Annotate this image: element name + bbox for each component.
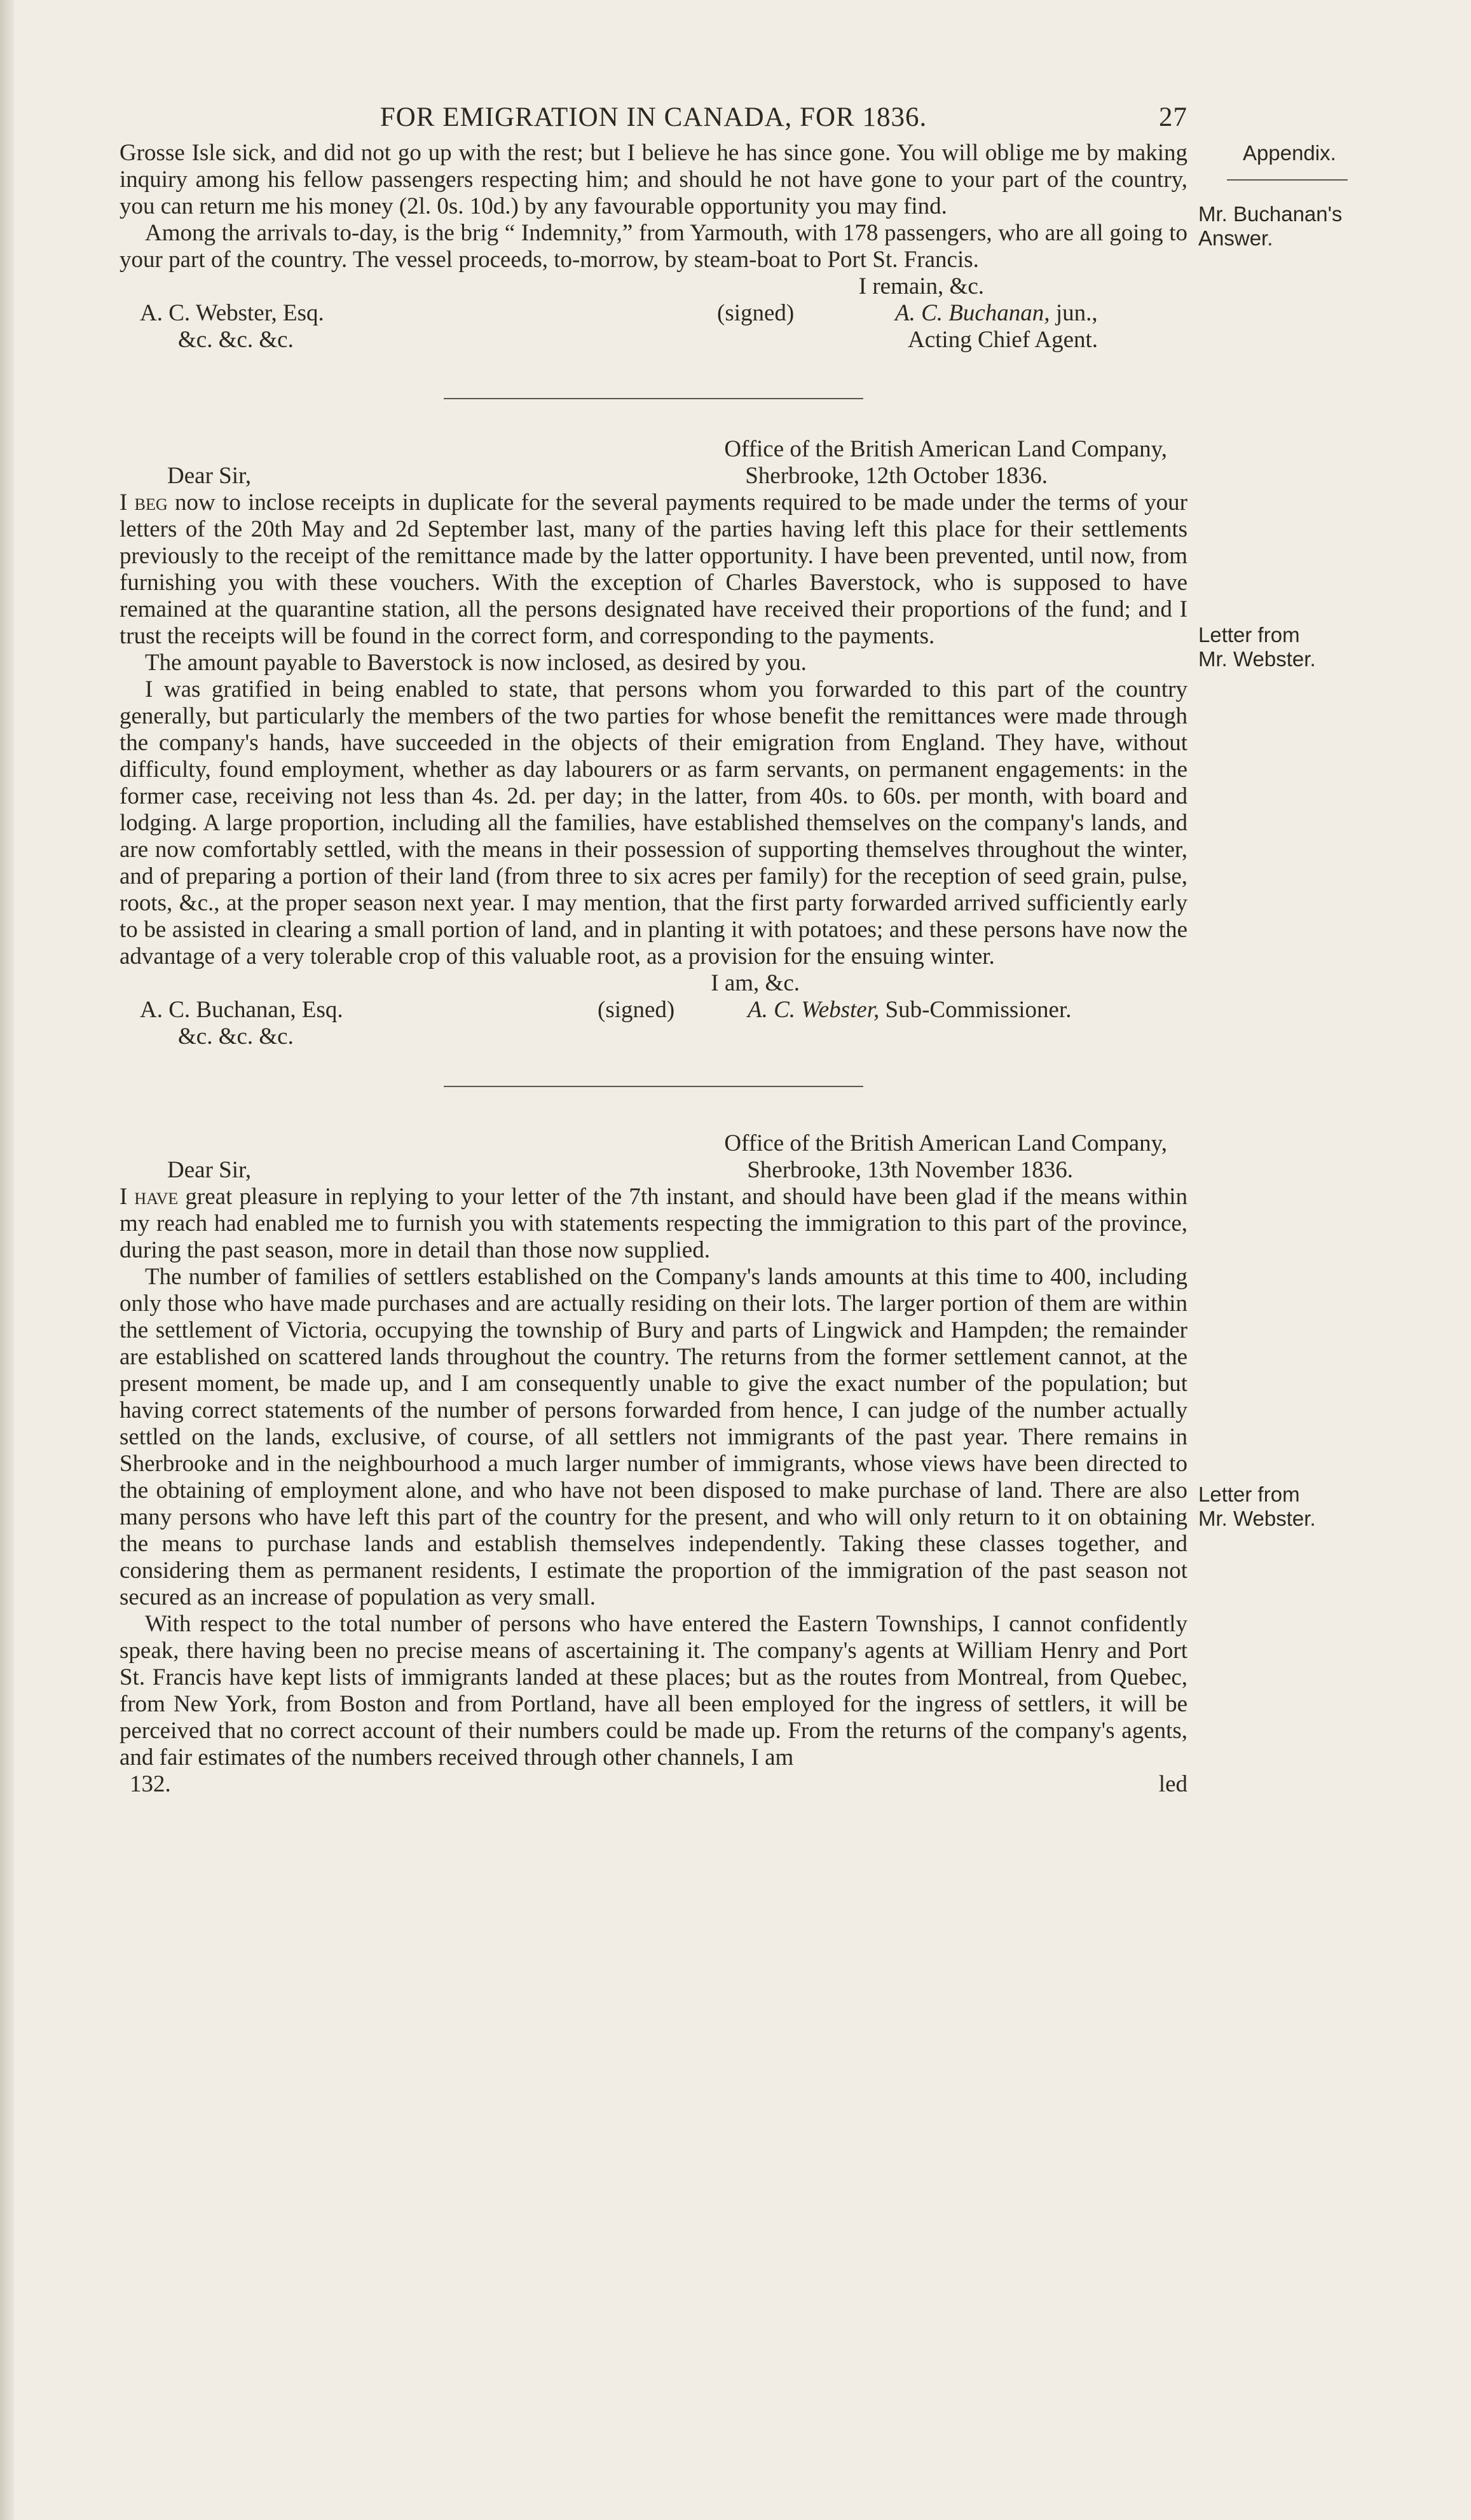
margin-note-line: Letter from xyxy=(1198,623,1300,647)
signatory-role: Sub-Commissioner. xyxy=(879,997,1072,1023)
margin-note-line: Answer. xyxy=(1198,226,1273,250)
letter-webster-november xyxy=(120,1130,1187,1798)
paragraph: Grosse Isle sick, and did not go up with the rest; but I believe he has since gone. You will oblige me by making inquiry among his fellow passengers respecting him; and should he not have gone to your part of the country, you can return me his money (2l. 0s. 10d.) by any favourable opportunity you may find. xyxy=(120,140,1187,219)
addressee-etc: &c. &c. &c. xyxy=(178,1024,294,1050)
signatory-suffix: jun., xyxy=(1050,300,1098,326)
margin-note-line: Mr. Webster. xyxy=(1198,1507,1316,1530)
salutation: Dear Sir, xyxy=(167,463,252,489)
signature-block xyxy=(120,997,1187,1050)
letter-closing: I remain, &c. xyxy=(858,273,984,299)
page-number: 27 xyxy=(1159,102,1187,132)
paragraph-lead: I have xyxy=(120,1184,179,1210)
margin-rule xyxy=(1227,179,1348,181)
letter-closing: I am, &c. xyxy=(711,970,800,996)
signatory xyxy=(748,997,1071,1024)
signature-mark: 132. xyxy=(130,1771,171,1797)
running-title: FOR EMIGRATION IN CANADA, FOR 1836. xyxy=(380,102,927,132)
paragraph: I was gratified in being enabled to state, that persons whom you forwarded to this part of the country generally, but particularly the members of the two parties for whose benefit the remittances were made through the company's hands, have succeeded in the objects of their emigration from England. They have, without difficulty, found employment, whether as day labourers or as farm servants, on permanent engagements: in the former case, receiving not less than 4s. 2d. per day; in the latter, from 40s. to 60s. per month, with board and lodging. A large proportion, including all the families, have established themselves on the company's lands, and are now comfortably settled, with the means in their possession of supporting themselves throughout the winter, and of preparing a portion of their land (from three to six acres per family) for the reception of seed grain, pulse, roots, &c., at the proper season next year. I may mention, that the first party forwarded arrived sufficiently early to be assisted in clearing a small portion of land, and in planting it with potatoes; and these persons have now the advantage of a very tolerable crop of this valuable root, as a provision for the ensuing winter. xyxy=(120,676,1187,969)
office-name: Office of the British American Land Company, xyxy=(724,436,1167,462)
letter-buchanan-answer xyxy=(120,140,1187,353)
letter-heading xyxy=(120,436,1187,490)
section-divider xyxy=(444,398,863,399)
signed-mark: (signed) xyxy=(598,997,675,1023)
signature-block xyxy=(120,300,1187,353)
margin-note-line: Mr. Buchanan's xyxy=(1198,202,1343,226)
office-name: Office of the British American Land Company, xyxy=(724,1130,1167,1156)
section-divider xyxy=(444,1086,863,1087)
page-binding-edge xyxy=(0,0,14,2520)
paragraph: The amount payable to Baverstock is now inclosed, as desired by you. xyxy=(145,650,807,676)
signatory-role: Acting Chief Agent. xyxy=(908,327,1098,353)
addressee: A. C. Buchanan, Esq. xyxy=(140,997,343,1023)
letter-heading xyxy=(120,1130,1187,1184)
catchword: led xyxy=(1158,1771,1187,1797)
paragraph-text: great pleasure in replying to your letter of the 7th instant, and should have been glad if the means within my reach had enabled me to furnish you with statements respecting the immigration to this part of the province, during the past season, more in detail than those now supplied. xyxy=(120,1184,1187,1263)
salutation: Dear Sir, xyxy=(167,1157,252,1183)
margin-appendix-label: Appendix. xyxy=(1243,141,1336,165)
paragraph xyxy=(120,490,1187,650)
margin-note-buchanan-answer xyxy=(1198,202,1342,250)
addressee: A. C. Webster, Esq. xyxy=(140,300,324,326)
paragraph: The number of families of settlers established on the Company's lands amounts at this time to 400, including only those who have made purchases and are actually residing on their lots. The larger portion of them are within the settlement of Victoria, occupying the township of Bury and parts of Lingwick and Hampden; the remainder are established on scattered lands throughout the country. The returns from the former settlement cannot, at the present moment, be made up, and I am consequently unable to give the exact number of the population; but having correct statements of the number of persons forwarded from hence, I can judge of the number actually settled on the lands, exclusive, of course, of all settlers not immigrants of the past year. There remains in Sherbrooke and in the neighbourhood a much larger number of immigrants, whose views have been directed to the obtaining of employment alone, and who have not been disposed to make purchase of land. There are also many persons who have left this part of the country for the present, and who will only return to it on obtaining the means to purchase lands and establish themselves independently. Taking these classes together, and considering them as permanent residents, I estimate the proportion of the immigration of the past season not secured as an increase of population as very small. xyxy=(120,1264,1187,1610)
margin-note-webster-letter-1 xyxy=(1198,623,1316,671)
paragraph: Among the arrivals to-day, is the brig “ Indemnity,” from Yarmouth, with 178 passengers, who are all going to your part of the country. The vessel proceeds, to-morrow, by steam-boat to Port St. Francis. xyxy=(120,220,1187,273)
paragraph-text: now to inclose receipts in duplicate for the several payments required to be made under the terms of your letters of the 20th May and 2d September last, many of the parties having left this place for their settlements previously to the receipt of the remittance made by the latter opportunity. I have been prevented, until now, from furnishing you with these vouchers. With the exception of Charles Baverstock, who is supposed to have remained at the quarantine station, all the persons designated have received their proportions of the fund; and I trust the receipts will be found in the correct form, and corresponding to the payments. xyxy=(120,490,1187,649)
running-head xyxy=(120,95,1187,140)
margin-note-line: Letter from xyxy=(1198,1483,1300,1506)
signatory-name: A. C. Webster, xyxy=(748,997,880,1023)
place-date: Sherbrooke, 13th November 1836. xyxy=(747,1157,1073,1183)
margin-note-line: Mr. Webster. xyxy=(1198,647,1316,671)
page-footer xyxy=(120,1771,1187,1798)
signatory xyxy=(895,300,1098,327)
margin-note-webster-letter-2 xyxy=(1198,1483,1316,1531)
paragraph: With respect to the total number of persons who have entered the Eastern Townships, I cannot confidently speak, there having been no precise means of ascertaining it. The company's agents at William Henry and Port St. Francis have kept lists of immigrants landed at these places; but as the routes from Montreal, from Quebec, from New York, from Boston and from Portland, have all been employed for the ingress of settlers, it will be perceived that no correct account of their numbers could be made up. From the returns of the company's agents, and fair estimates of the numbers received through other channels, I am xyxy=(120,1611,1187,1770)
place-date: Sherbrooke, 12th October 1836. xyxy=(745,463,1048,489)
letter-webster-october xyxy=(120,436,1187,1050)
signed-mark: (signed) xyxy=(717,300,795,326)
paragraph-lead: I beg xyxy=(120,490,168,516)
page-body xyxy=(120,95,1187,1798)
paragraph xyxy=(120,1184,1187,1264)
signatory-name: A. C. Buchanan, xyxy=(895,300,1050,326)
addressee-etc: &c. &c. &c. xyxy=(178,327,294,353)
